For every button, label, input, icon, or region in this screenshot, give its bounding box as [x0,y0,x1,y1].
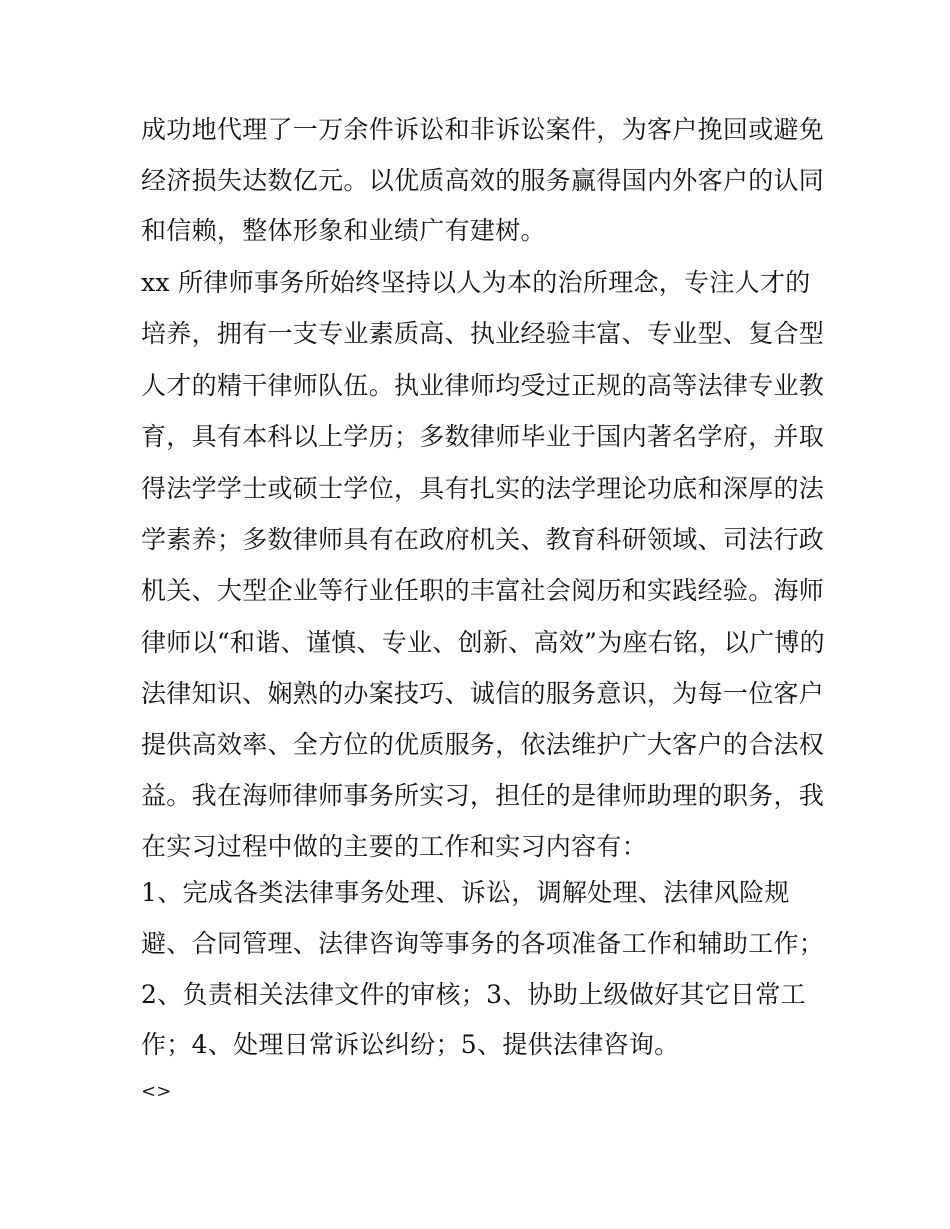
text-line: 学素养；多数律师具有在政府机关、教育科研领域、司法行政 [141,525,825,554]
text-line: 人才的精干律师队伍。执业律师均受过正规的高等法律专业教 [141,371,825,400]
text-line: 经济损失达数亿元。以优质高效的服务赢得国内外客户的认同 [141,166,825,195]
text-line: 成功地代理了一万余件诉讼和非诉讼案件，为客户挽回或避免 [141,115,825,144]
text-line: 法律知识、娴熟的办案技巧、诚信的服务意识，为每一位客户 [141,679,825,708]
text-line: 机关、大型企业等行业任职的丰富社会阅历和实践经验。海师 [141,576,825,605]
text-line: xx 所律师事务所始终坚持以人为本的治所理念，专注人才的 [141,268,811,297]
text-line: 避、合同管理、法律咨询等事务的各项准备工作和辅助工作； [141,929,825,958]
text-line: 益。我在海师律师事务所实习，担任的是律师助理的职务，我 [141,781,825,810]
text-line: 培养，拥有一支专业素质高、执业经验丰富、专业型、复合型 [141,319,825,348]
text-line: <> [141,1081,172,1102]
text-line: 在实习过程中做的主要的工作和实习内容有： [141,832,648,861]
text-line: 1、完成各类法律事务处理、诉讼，调解处理、法律风险规 [141,878,790,907]
text-line: 作；4、处理日常诉讼纠纷；5、提供法律咨询。 [141,1030,680,1059]
text-line: 2、负责相关法律文件的审核；3、协助上级做好其它日常工 [141,980,806,1009]
text-line: 育，具有本科以上学历；多数律师毕业于国内著名学府，并取 [141,422,825,451]
text-line: 和信赖，整体形象和业绩广有建树。 [141,216,546,245]
text-line: 律师以“和谐、谨慎、专业、创新、高效”为座右铭，以广博的 [141,628,825,657]
text-line: 得法学学士或硕士学位，具有扎实的法学理论功底和深厚的法 [141,474,825,503]
text-line: 提供高效率、全方位的优质服务，依法维护广大客户的合法权 [141,730,825,759]
